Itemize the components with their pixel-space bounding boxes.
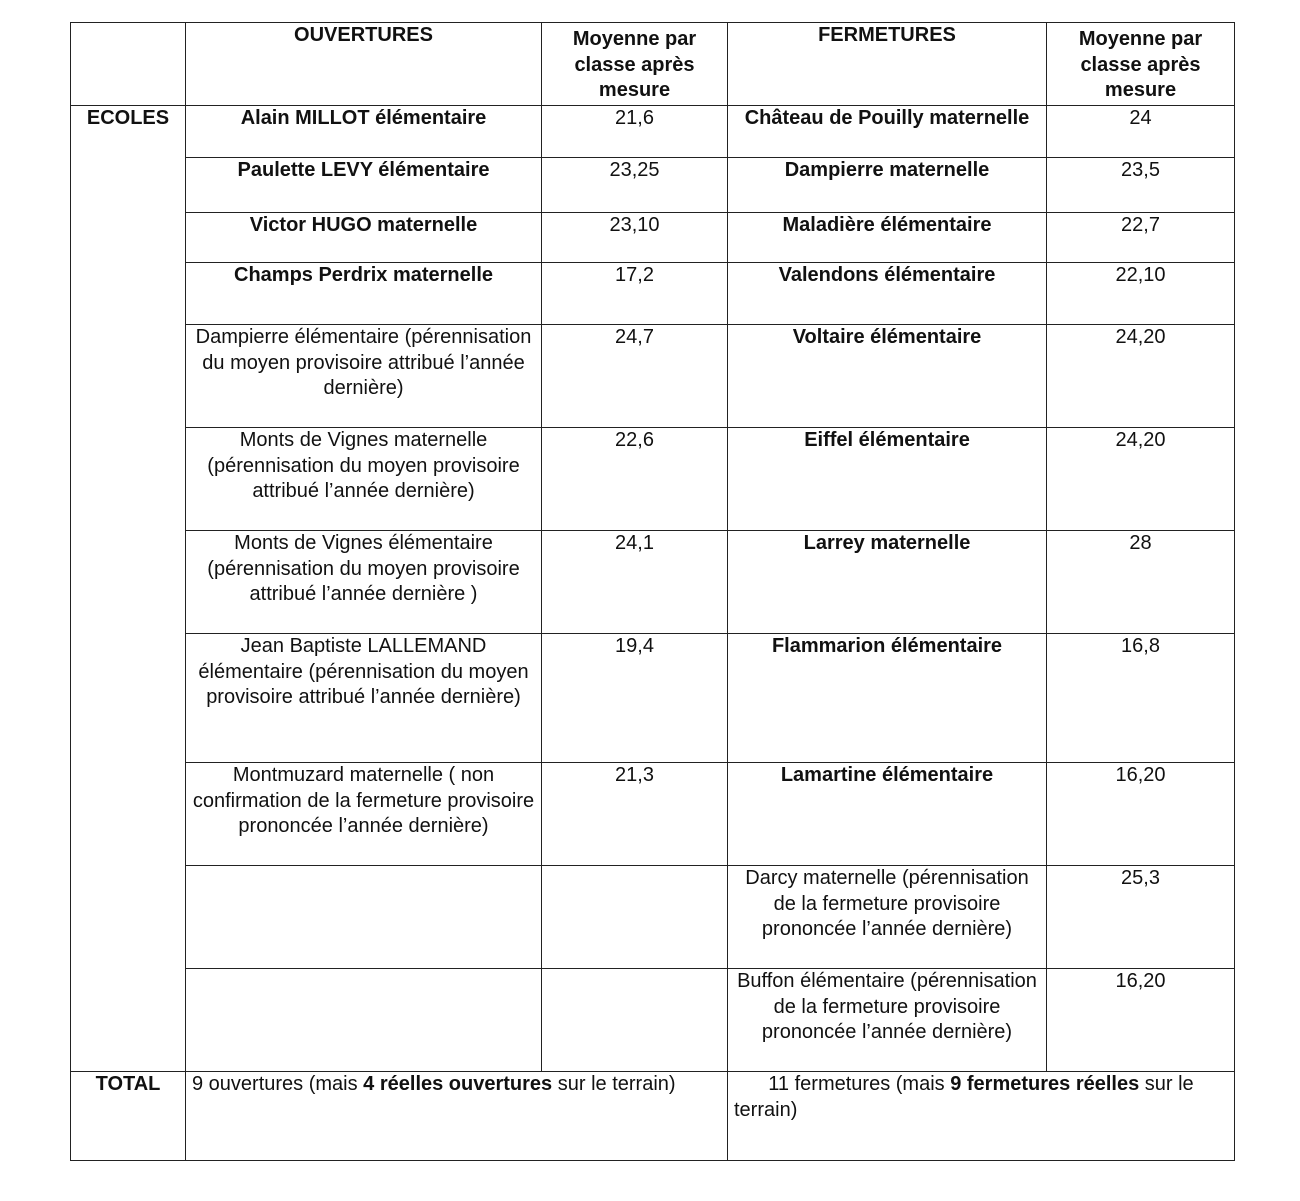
table-row (71, 263, 1235, 325)
table-row (71, 428, 1235, 531)
total-ouvertures (186, 1072, 728, 1161)
total-ouvertures-bold: 4 réelles ouvertures (363, 1073, 553, 1095)
table-row (71, 106, 1235, 158)
fermeture-average: 25,3 (1047, 866, 1235, 969)
fermeture-school: Darcy maternelle (pérennisation de la fermeture provisoire prononcée l’année dernière) (728, 866, 1047, 969)
table-row (71, 325, 1235, 428)
ouverture-school: Monts de Vignes élémentaire (pérennisation du moyen provisoire attribué l’année dernière ) (186, 531, 542, 634)
ouverture-average: 21,6 (542, 106, 728, 158)
fermeture-school: Eiffel élémentaire (728, 428, 1047, 531)
ouverture-average: 24,7 (542, 325, 728, 428)
ouverture-school: Montmuzard maternelle ( non confirmation de la fermeture provisoire prononcée l’année dernière) (186, 763, 542, 866)
ouverture-school: Monts de Vignes maternelle (pérennisation du moyen provisoire attribué l’année dernière) (186, 428, 542, 531)
fermeture-average: 24,20 (1047, 428, 1235, 531)
total-ouvertures-suffix: sur le terrain) (552, 1073, 676, 1095)
ecoles-label: ECOLES (71, 106, 186, 1072)
total-fermetures (728, 1072, 1235, 1161)
header-ouvertures: OUVERTURES (186, 23, 542, 106)
header-fermetures: FERMETURES (728, 23, 1047, 106)
total-ouvertures-prefix: 9 ouvertures (mais (192, 1073, 364, 1095)
corner-cell (71, 23, 186, 106)
ouverture-average: 17,2 (542, 263, 728, 325)
ouverture-average: 23,25 (542, 158, 728, 213)
header-row (71, 23, 1235, 106)
fermeture-school: Maladière élémentaire (728, 213, 1047, 263)
fermeture-average: 28 (1047, 531, 1235, 634)
ouverture-average: 19,4 (542, 634, 728, 763)
ouverture-average: 24,1 (542, 531, 728, 634)
school-measures-table (70, 22, 1235, 1161)
ouverture-school-empty (186, 866, 542, 969)
table-row (71, 969, 1235, 1072)
header-moyenne-ouvertures: Moyenne par classe après mesure (542, 23, 728, 106)
ouverture-school: Alain MILLOT élémentaire (186, 106, 542, 158)
ouverture-average: 23,10 (542, 213, 728, 263)
fermeture-school: Lamartine élémentaire (728, 763, 1047, 866)
table-row (71, 213, 1235, 263)
ouverture-average-empty (542, 969, 728, 1072)
table-row (71, 634, 1235, 763)
fermeture-average: 16,20 (1047, 763, 1235, 866)
ouverture-school: Victor HUGO maternelle (186, 213, 542, 263)
ouverture-school-empty (186, 969, 542, 1072)
table-row (71, 763, 1235, 866)
ouverture-school: Champs Perdrix maternelle (186, 263, 542, 325)
ouverture-average: 21,3 (542, 763, 728, 866)
fermeture-average: 16,20 (1047, 969, 1235, 1072)
ouverture-school: Jean Baptiste LALLEMAND élémentaire (pérennisation du moyen provisoire attribué l’année dernière) (186, 634, 542, 763)
fermeture-average: 22,10 (1047, 263, 1235, 325)
header-moyenne-fermetures: Moyenne par classe après mesure (1047, 23, 1235, 106)
fermeture-school: Buffon élémentaire (pérennisation de la fermeture provisoire prononcée l’année dernière) (728, 969, 1047, 1072)
fermeture-average: 24,20 (1047, 325, 1235, 428)
fermeture-school: Château de Pouilly maternelle (728, 106, 1047, 158)
ouverture-average: 22,6 (542, 428, 728, 531)
total-fermetures-suffix: sur le terrain) (734, 1073, 1194, 1121)
ouverture-school: Dampierre élémentaire (pérennisation du moyen provisoire attribué l’année dernière) (186, 325, 542, 428)
table-row (71, 866, 1235, 969)
fermeture-average: 22,7 (1047, 213, 1235, 263)
fermeture-school: Dampierre maternelle (728, 158, 1047, 213)
total-fermetures-prefix: 11 fermetures (mais (768, 1073, 951, 1095)
fermeture-average: 16,8 (1047, 634, 1235, 763)
table-row (71, 158, 1235, 213)
fermeture-school: Flammarion élémentaire (728, 634, 1047, 763)
table-row (71, 531, 1235, 634)
ouverture-school: Paulette LEVY élémentaire (186, 158, 542, 213)
total-row (71, 1072, 1235, 1161)
fermeture-average: 24 (1047, 106, 1235, 158)
ouverture-average-empty (542, 866, 728, 969)
fermeture-school: Valendons élémentaire (728, 263, 1047, 325)
total-label: TOTAL (71, 1072, 186, 1161)
fermeture-average: 23,5 (1047, 158, 1235, 213)
fermeture-school: Larrey maternelle (728, 531, 1047, 634)
total-fermetures-bold: 9 fermetures réelles (950, 1073, 1140, 1095)
fermeture-school: Voltaire élémentaire (728, 325, 1047, 428)
